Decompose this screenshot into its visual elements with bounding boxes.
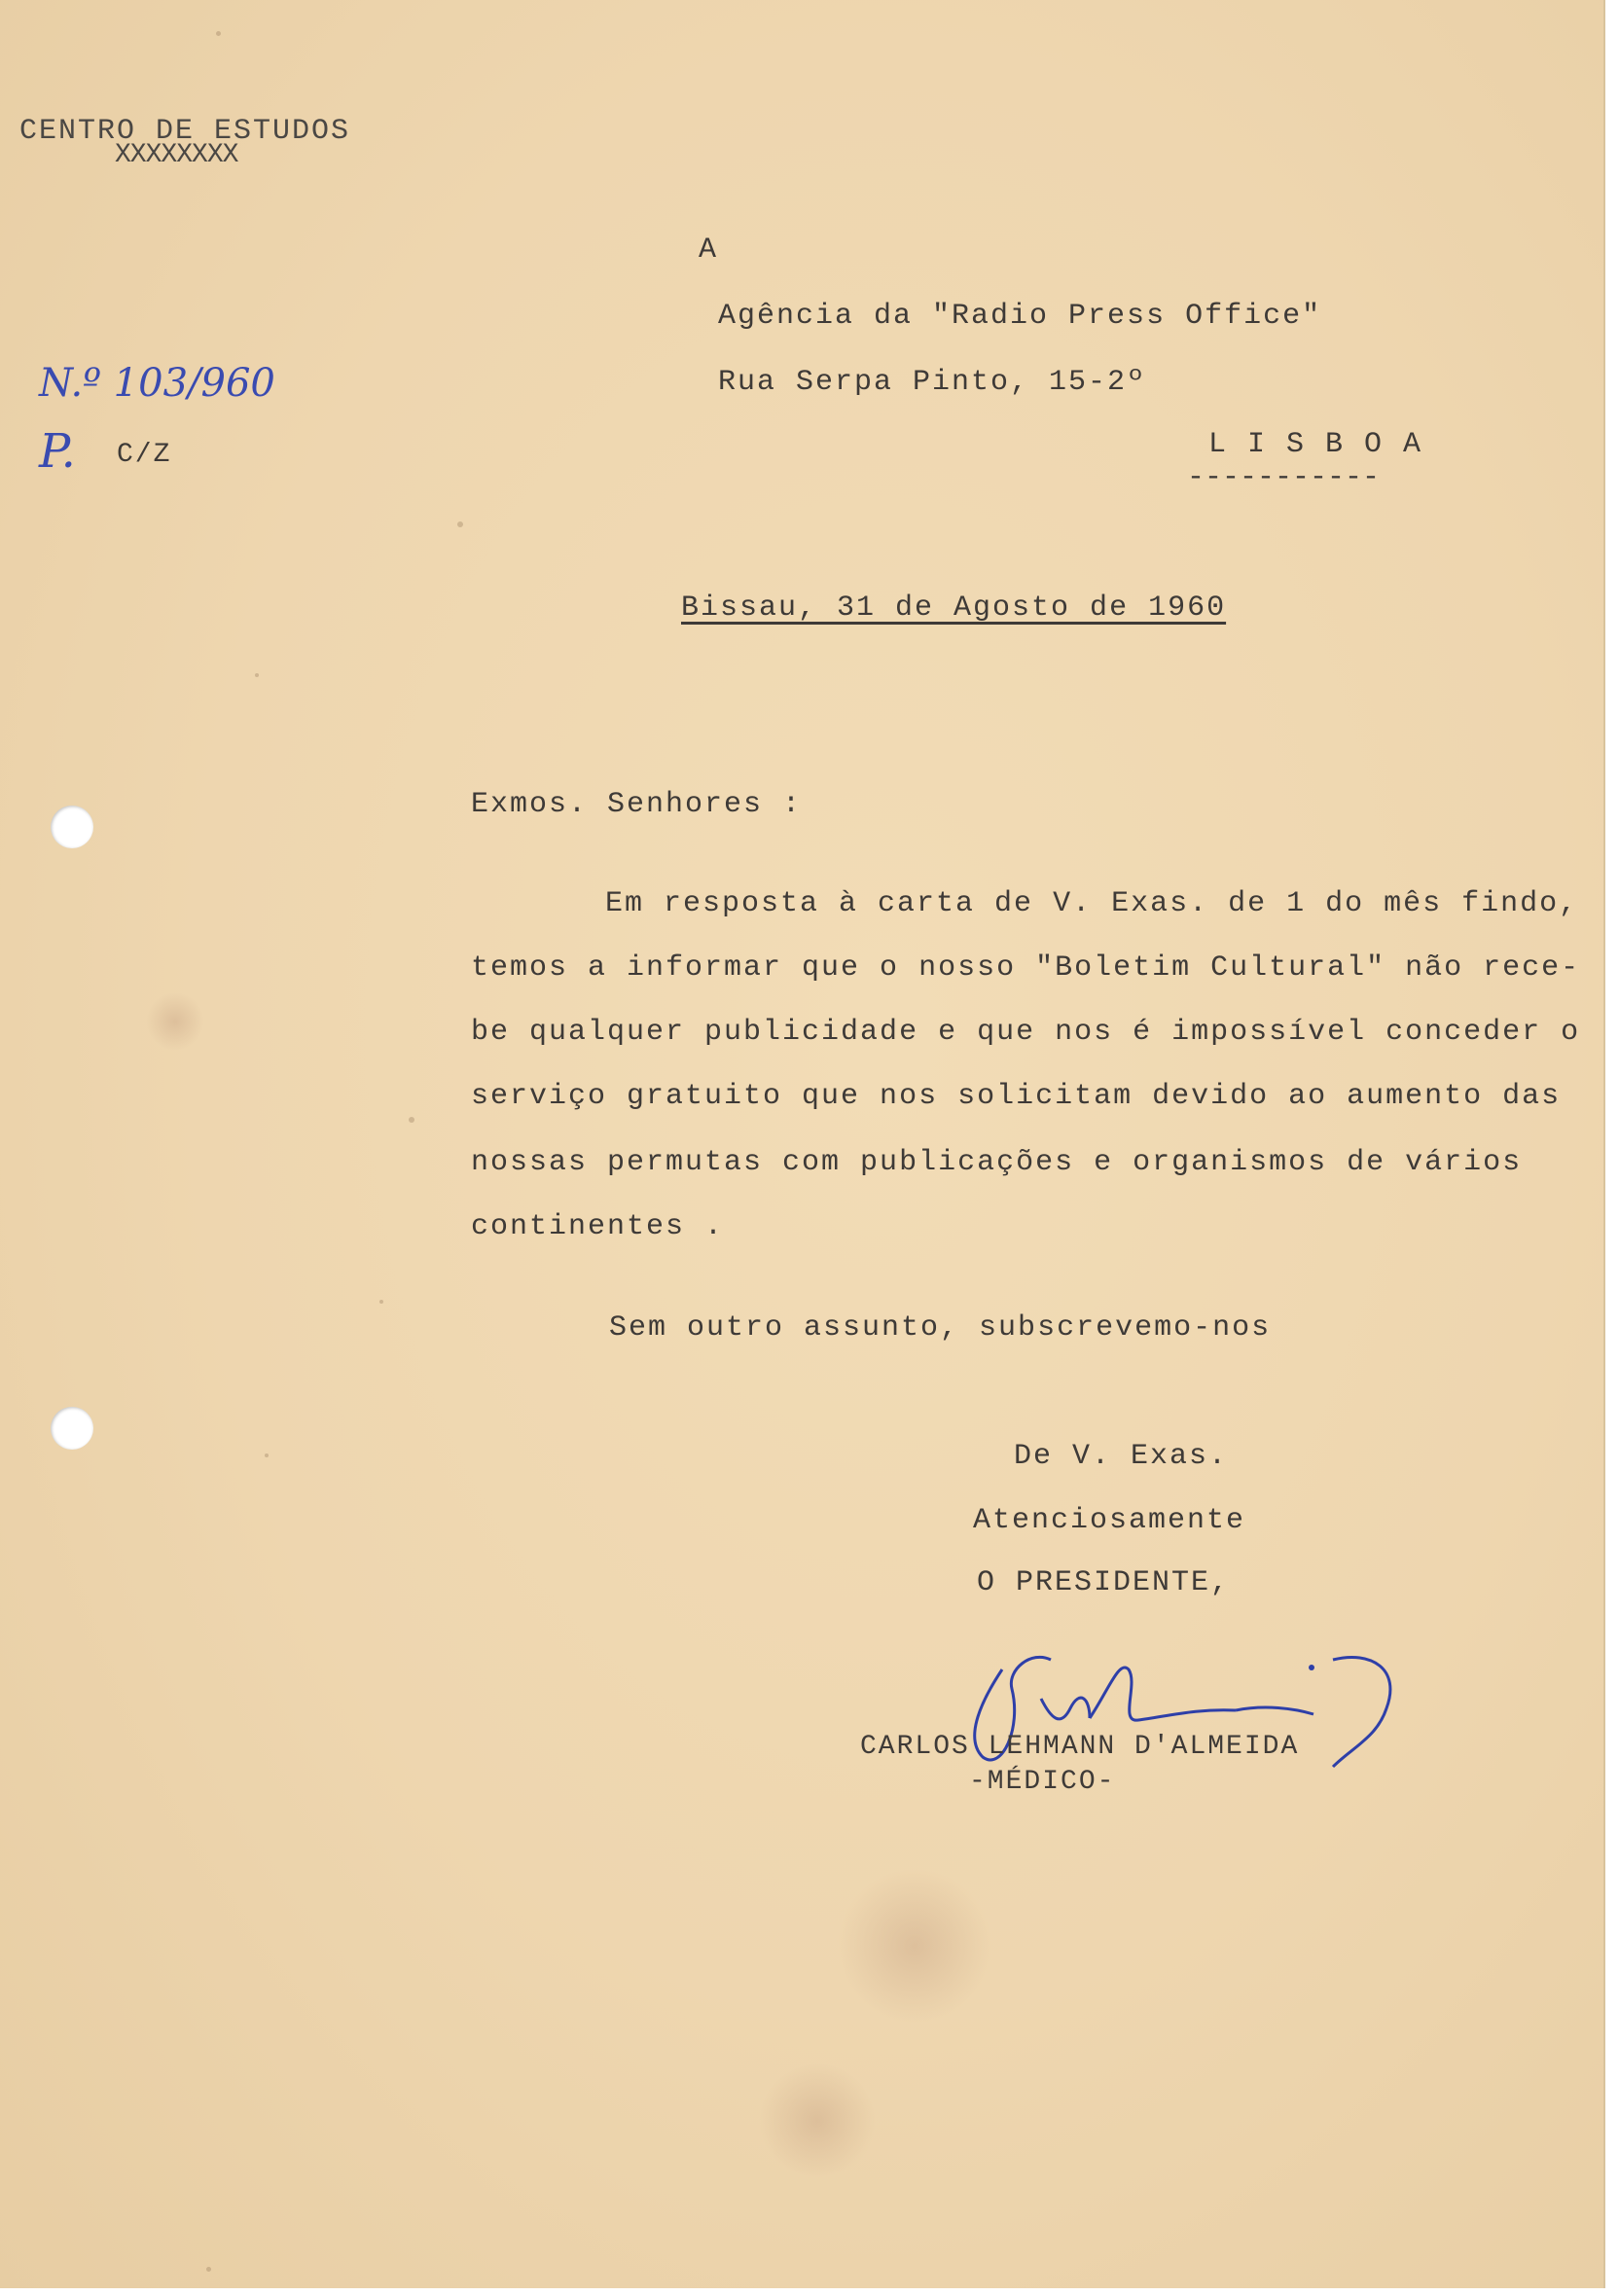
paper-speck	[409, 1117, 414, 1123]
paper-stain	[146, 992, 204, 1051]
signoff-line-3: O PRESIDENTE,	[977, 1566, 1231, 1599]
recipient-address: Rua Serpa Pinto, 15-2º	[718, 366, 1147, 399]
signatory-title: -MÉDICO-	[969, 1767, 1116, 1797]
recipient-city: L I S B O A	[1208, 428, 1423, 461]
paper-speck	[216, 31, 221, 36]
body-line: continentes .	[471, 1210, 725, 1243]
reference-initial: P.	[39, 424, 76, 479]
punch-hole-top	[51, 806, 93, 848]
recipient-to: A	[699, 233, 719, 267]
institution-header: CENTRO DE ESTUDOS	[19, 115, 351, 148]
paper-speck	[379, 1300, 383, 1304]
punch-hole-bottom	[51, 1407, 93, 1450]
reference-code: C/Z	[117, 440, 172, 470]
body-line: nossas permutas com publicações e organismos de vários	[471, 1146, 1523, 1179]
paper-stain	[837, 1868, 992, 2024]
paper-speck	[457, 521, 463, 527]
signatory-name: CARLOS LEHMANN D'ALMEIDA	[860, 1732, 1300, 1762]
body-line: Em resposta à carta de V. Exas. de 1 do mês findo,	[605, 887, 1579, 920]
paper-speck	[265, 1453, 269, 1457]
signoff-line-1: De V. Exas.	[1014, 1440, 1229, 1473]
paper-stain	[759, 2063, 876, 2179]
salutation: Exmos. Senhores :	[471, 788, 803, 821]
body-line: serviço gratuito que nos solicitam devido ao aumento das	[471, 1080, 1562, 1113]
reference-number: N.º 103/960	[39, 361, 275, 406]
paper-speck	[206, 2267, 211, 2272]
closing-line: Sem outro assunto, subscrevemo-nos	[609, 1311, 1272, 1345]
date-line: Bissau, 31 de Agosto de 1960	[681, 592, 1227, 625]
body-line: temos a informar que o nosso "Boletim Cultural" não rece-	[471, 951, 1581, 985]
recipient-name: Agência da "Radio Press Office"	[718, 300, 1322, 333]
struck-text: XXXXXXXX	[115, 140, 238, 170]
paper-speck	[255, 673, 259, 677]
signoff-line-2: Atenciosamente	[973, 1504, 1246, 1537]
body-line: be qualquer publicidade e que nos é impossível conceder o	[471, 1016, 1581, 1049]
recipient-city-rule: -----------	[1187, 461, 1381, 494]
